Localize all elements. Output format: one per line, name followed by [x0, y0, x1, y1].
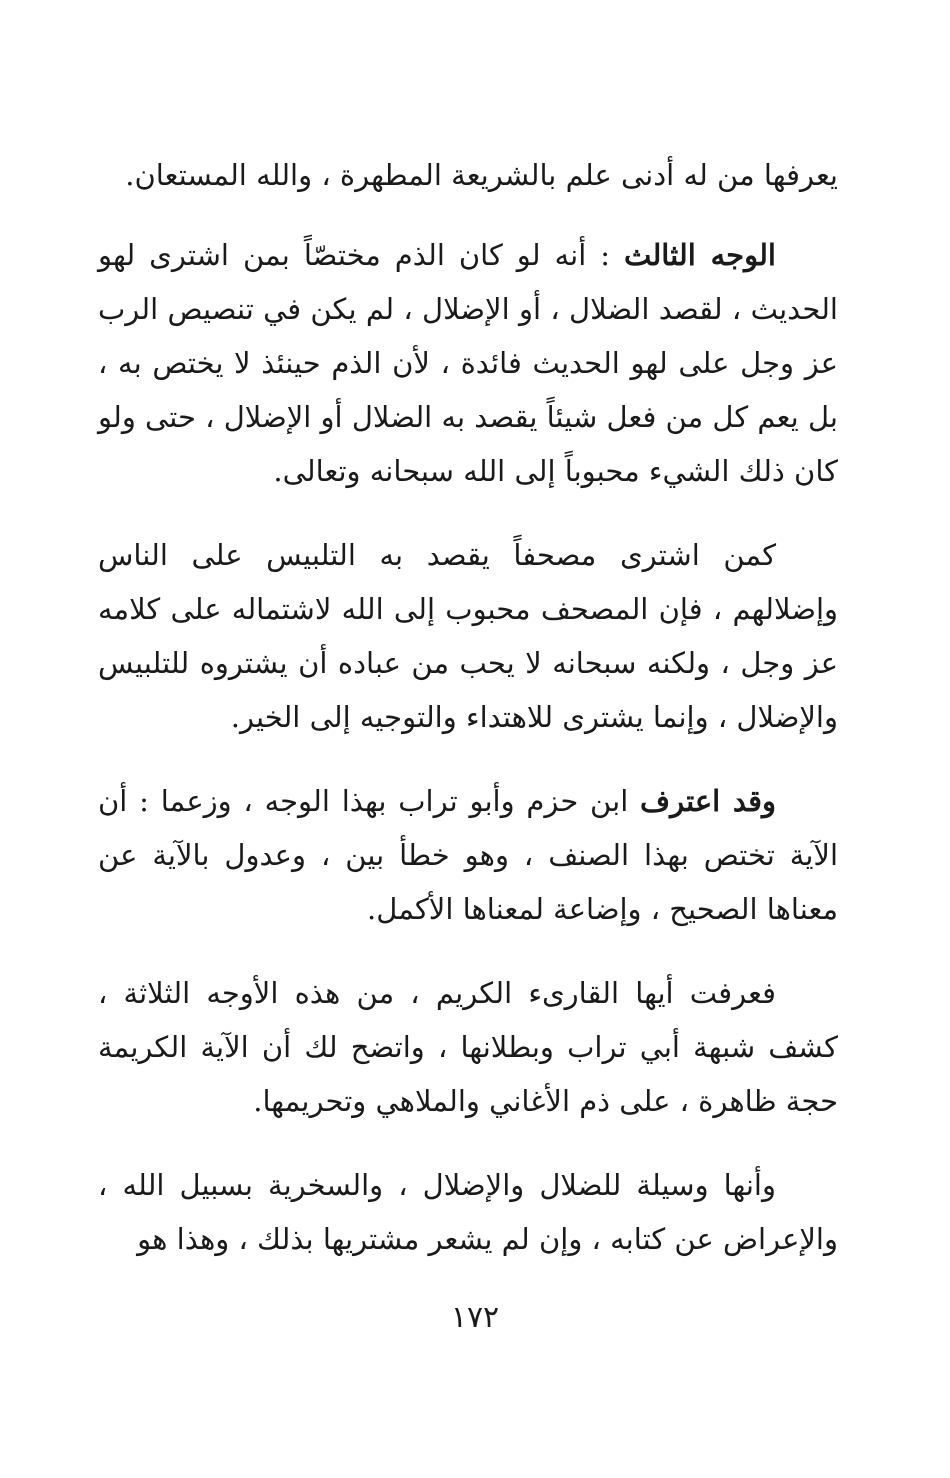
paragraph-2-heading: الوجه الثالث	[623, 238, 776, 272]
paragraph-5-text: فعرفت أيها القارىء الكريم ، من هذه الأوجه الثلاثة ، كشف شبهة أبي تراب وبطلانها ، واتضح لك أن الآية الكريمة حجة ظاهرة ، على ذم الأغاني والملاهي وتحريمها.	[98, 976, 838, 1118]
paragraph-1	[98, 148, 838, 202]
paragraph-5	[98, 966, 838, 1128]
paragraph-2	[98, 228, 838, 498]
page-body	[98, 148, 838, 1296]
paragraph-3-text: كمن اشترى مصحفاً يقصد به التلبيس على الناس وإضلالهم ، فإن المصحف محبوب إلى الله لاشتماله على كلامه عز وجل ، ولكنه سبحانه لا يحب من عباده أن يشتروه للتلبيس والإضلال ، وإنما يشترى للاهتداء والتوجيه إلى الخير.	[98, 538, 838, 734]
page-number: ١٧٢	[450, 1300, 500, 1335]
paragraph-1-text: يعرفها من له أدنى علم بالشريعة المطهرة ، والله المستعان.	[125, 158, 838, 192]
paragraph-3	[98, 528, 838, 744]
paragraph-6-text: وأنها وسيلة للضلال والإضلال ، والسخرية بسبيل الله ، والإعراض عن كتابه ، وإن لم يشعر مشتريها بذلك ، وهذا هو	[98, 1168, 838, 1256]
paragraph-4	[98, 774, 838, 936]
paragraph-6	[98, 1158, 838, 1266]
paragraph-4-heading: وقد اعترف	[640, 784, 776, 818]
paragraph-4-text: ابن حزم وأبو تراب بهذا الوجه ، وزعما : أن الآية تختص بهذا الصنف ، وهو خطأ بين ، وعدول بالآية عن معناها الصحيح ، وإضاعة لمعناها الأكمل.	[98, 784, 838, 926]
paragraph-2-text: : أنه لو كان الذم مختصّاً بمن اشترى لهو الحديث ، لقصد الضلال ، أو الإضلال ، لم يكن في تنصيص الرب عز وجل على لهو الحديث فائدة ، لأن الذم حينئذ لا يختص به ، بل يعم كل من فعل شيئاً يقصد به الضلال أو الإضلال ، حتى ولو كان ذلك الشيء محبوباً إلى الله سبحانه وتعالى.	[98, 238, 838, 488]
